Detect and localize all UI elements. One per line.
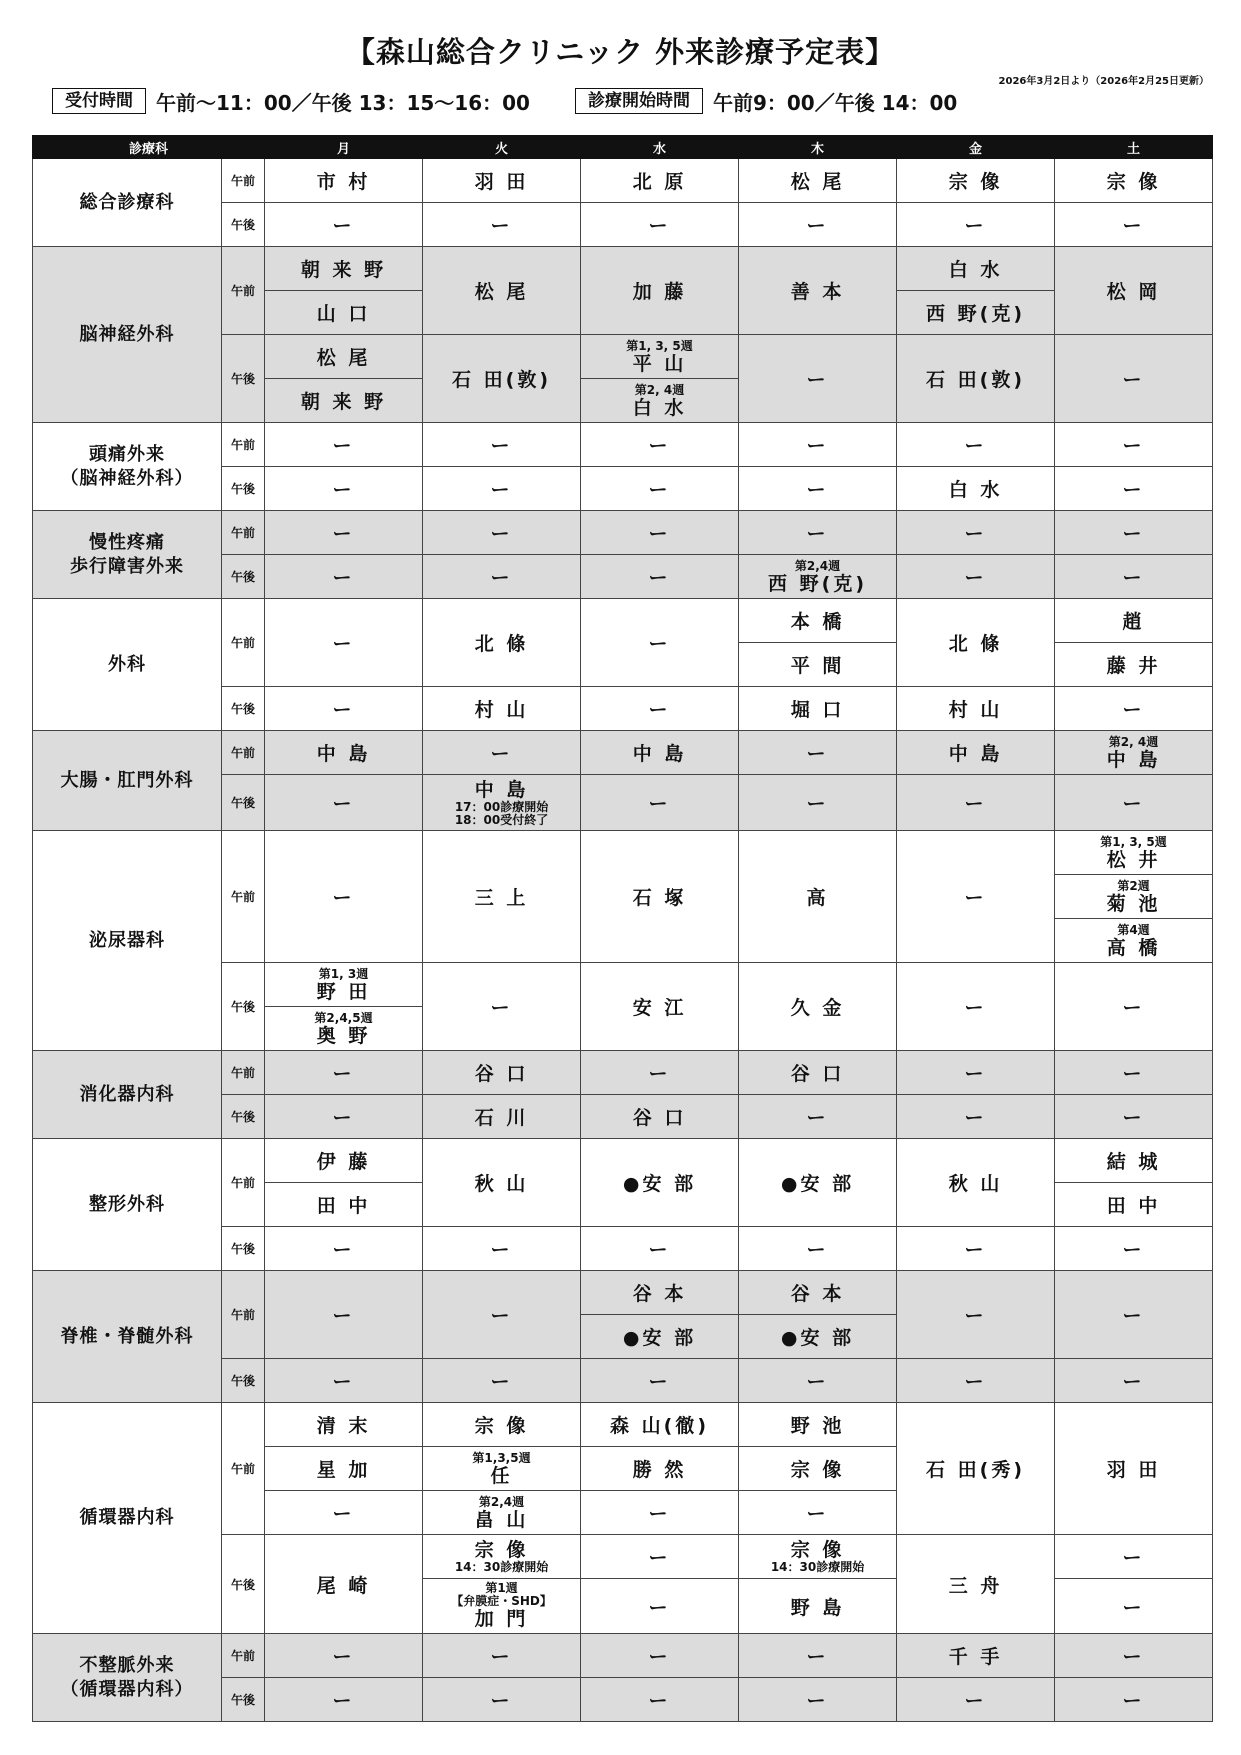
cell: 宗 像	[1055, 159, 1213, 203]
cell: ー	[739, 731, 897, 775]
doctor-name: 奥 野	[316, 1024, 371, 1047]
cell: ー	[423, 203, 581, 247]
cell: ー	[581, 1634, 739, 1678]
cell: 藤 井	[1055, 643, 1213, 687]
cell: ー	[1055, 1634, 1213, 1678]
cell: 清 末	[265, 1403, 423, 1447]
cell: 朝 来 野	[265, 379, 423, 423]
cell: ー	[897, 203, 1055, 247]
cell: ー	[423, 511, 581, 555]
cell: 北 條	[897, 599, 1055, 687]
header-fri: 金	[897, 136, 1055, 159]
half-pm: 午後	[222, 1359, 265, 1403]
cell: ー	[897, 963, 1055, 1051]
cell: 宗 像	[739, 1447, 897, 1491]
doctor-name: 平 山	[632, 352, 687, 375]
header-thu: 木	[739, 136, 897, 159]
half-pm: 午後	[222, 1095, 265, 1139]
half-pm: 午後	[222, 1227, 265, 1271]
dept-line: 頭痛外来	[89, 443, 165, 465]
cell: 結 城	[1055, 1139, 1213, 1183]
cell: 谷 口	[423, 1051, 581, 1095]
doctor-name: 西 野(克)	[768, 572, 867, 595]
table-row	[33, 599, 1213, 643]
dept-headache	[33, 423, 222, 511]
start-label: 診療開始時間	[575, 88, 703, 114]
cell: 平 間	[739, 643, 897, 687]
cell: ー	[423, 1678, 581, 1722]
cell: ー	[581, 775, 739, 831]
cell: ●安 部	[739, 1315, 897, 1359]
cell: 羽 田	[423, 159, 581, 203]
cell	[265, 1007, 423, 1051]
cell: ー	[897, 511, 1055, 555]
cell: ー	[739, 1678, 897, 1722]
dept-surgery: 外科	[33, 599, 222, 731]
cell: 秋 山	[897, 1139, 1055, 1227]
cell: ー	[423, 1359, 581, 1403]
half-pm: 午後	[222, 335, 265, 423]
half-pm: 午後	[222, 963, 265, 1051]
cell: 高	[739, 831, 897, 963]
cell: ー	[581, 203, 739, 247]
week-note: 第1, 3, 5週	[1100, 834, 1167, 849]
cell	[1055, 919, 1213, 963]
dept-general: 総合診療科	[33, 159, 222, 247]
cell	[423, 1447, 581, 1491]
cell: ー	[1055, 555, 1213, 599]
half-am: 午前	[222, 731, 265, 775]
cell: 三 上	[423, 831, 581, 963]
cell: ー	[739, 1634, 897, 1678]
cell	[1055, 831, 1213, 875]
week-note: 第4週	[1117, 922, 1150, 937]
cell: 西 野(克)	[897, 291, 1055, 335]
cell: 本 橋	[739, 599, 897, 643]
half-am: 午前	[222, 599, 265, 687]
doctor-name: 白 水	[632, 396, 687, 419]
doctor-name: 宗 像	[790, 1539, 845, 1561]
dept-spine: 脊椎・脊髄外科	[33, 1271, 222, 1403]
half-am: 午前	[222, 1271, 265, 1359]
cell: ー	[265, 599, 423, 687]
half-pm: 午後	[222, 203, 265, 247]
cell: ー	[581, 1051, 739, 1095]
week-note: 第2, 4週	[634, 382, 685, 397]
week-note: 第2, 4週	[1108, 734, 1159, 749]
cell: ー	[739, 1227, 897, 1271]
effective-date: 2026年3月2日より（2026年2月25日更新）	[998, 76, 1209, 87]
half-am: 午前	[222, 1634, 265, 1678]
doctor-name: 中 島	[474, 778, 529, 801]
doctor-name: 菊 池	[1106, 892, 1161, 915]
cell: 中 島	[265, 731, 423, 775]
cell: 松 岡	[1055, 247, 1213, 335]
cell: ー	[581, 1227, 739, 1271]
cell: ー	[265, 423, 423, 467]
cell: 三 舟	[897, 1535, 1055, 1634]
cell: 宗 像	[423, 1403, 581, 1447]
cell: 谷 本	[739, 1271, 897, 1315]
week-note: 第2,4週	[794, 558, 841, 573]
cell: ー	[1055, 467, 1213, 511]
cell: 伊 藤	[265, 1139, 423, 1183]
cell: 善 本	[739, 247, 897, 335]
cell: 石 田(敦)	[423, 335, 581, 423]
cell: 田 中	[265, 1183, 423, 1227]
cell: ー	[581, 1359, 739, 1403]
cell: ー	[897, 775, 1055, 831]
cell: 尾 崎	[265, 1535, 423, 1634]
cell: 趙	[1055, 599, 1213, 643]
cell: ー	[265, 1051, 423, 1095]
doctor-name: 任	[490, 1464, 513, 1487]
doctor-name: 高 橋	[1106, 936, 1161, 959]
dept-gastro: 消化器内科	[33, 1051, 222, 1139]
cell: ー	[1055, 1051, 1213, 1095]
cell: 中 島	[581, 731, 739, 775]
cell: 田 中	[1055, 1183, 1213, 1227]
reception-label: 受付時間	[52, 88, 146, 114]
table-row	[33, 247, 1213, 291]
dept-neuro: 脳神経外科	[33, 247, 222, 423]
cell: 松 尾	[739, 159, 897, 203]
cell: 白 水	[897, 247, 1055, 291]
cell: ー	[581, 687, 739, 731]
reception-value: 午前～11：00／午後 13：15～16：00	[156, 90, 530, 115]
cell: ー	[581, 511, 739, 555]
cell: 羽 田	[1055, 1403, 1213, 1535]
cell	[1055, 875, 1213, 919]
table-row	[33, 831, 1213, 875]
cell: ー	[581, 1678, 739, 1722]
dept-line: （脳神経外科）	[60, 467, 194, 489]
cell: 星 加	[265, 1447, 423, 1491]
cell: 北 原	[581, 159, 739, 203]
cell: ー	[897, 831, 1055, 963]
page-title: 【森山総合クリニック 外来診療予定表】	[345, 35, 896, 69]
doctor-name: 松 井	[1106, 848, 1161, 871]
hours-bar	[52, 86, 957, 116]
cell	[1055, 731, 1213, 775]
cell: ー	[1055, 423, 1213, 467]
cell	[265, 963, 423, 1007]
half-pm: 午後	[222, 775, 265, 831]
time-note: 17：00診療開始	[454, 799, 549, 814]
cell: ー	[423, 1634, 581, 1678]
cell: 谷 口	[581, 1095, 739, 1139]
cell	[423, 1579, 581, 1634]
cell: ー	[897, 1678, 1055, 1722]
cell: ー	[265, 1678, 423, 1722]
cell: ー	[581, 423, 739, 467]
dept-urology: 泌尿器科	[33, 831, 222, 1051]
cell: 石 田(秀)	[897, 1403, 1055, 1535]
cell: ー	[1055, 963, 1213, 1051]
cell: ー	[265, 467, 423, 511]
cell: ー	[739, 203, 897, 247]
cell: ー	[897, 1051, 1055, 1095]
table-row	[33, 1634, 1213, 1678]
cell	[423, 1535, 581, 1579]
cell: 松 尾	[423, 247, 581, 335]
cell: ー	[265, 1634, 423, 1678]
cell: 谷 本	[581, 1271, 739, 1315]
half-pm: 午後	[222, 687, 265, 731]
cell: 村 山	[897, 687, 1055, 731]
cell: 石 塚	[581, 831, 739, 963]
cell: ●安 部	[581, 1139, 739, 1227]
half-am: 午前	[222, 1139, 265, 1227]
table-row	[33, 1051, 1213, 1095]
cell: ー	[581, 599, 739, 687]
half-am: 午前	[222, 1051, 265, 1095]
cell: ー	[1055, 1227, 1213, 1271]
week-note: 第2週	[1117, 878, 1150, 893]
header-tue: 火	[423, 136, 581, 159]
cell: ー	[1055, 203, 1213, 247]
week-note: 第1, 3, 5週	[626, 338, 693, 353]
cell: ー	[897, 1095, 1055, 1139]
cell: 白 水	[897, 467, 1055, 511]
cell: ー	[423, 731, 581, 775]
cell: ー	[265, 511, 423, 555]
cell: ー	[265, 555, 423, 599]
cell: 村 山	[423, 687, 581, 731]
dept-ortho: 整形外科	[33, 1139, 222, 1271]
cell: 市 村	[265, 159, 423, 203]
cell: ー	[897, 423, 1055, 467]
cell: ー	[265, 1095, 423, 1139]
half-am: 午前	[222, 423, 265, 467]
cell: ●安 部	[581, 1315, 739, 1359]
cell: ー	[423, 1227, 581, 1271]
cell: ー	[1055, 1095, 1213, 1139]
cell: ー	[1055, 1271, 1213, 1359]
half-pm: 午後	[222, 555, 265, 599]
cell: 松 尾	[265, 335, 423, 379]
cell: ー	[897, 555, 1055, 599]
cell: ー	[423, 467, 581, 511]
cell: ー	[897, 1359, 1055, 1403]
cell: ー	[423, 555, 581, 599]
cell: 野 島	[739, 1579, 897, 1634]
cell: ー	[265, 831, 423, 963]
table-row	[33, 731, 1213, 775]
cell: 石 田(敦)	[897, 335, 1055, 423]
week-note: 第1, 3週	[318, 966, 369, 981]
cell: 山 口	[265, 291, 423, 335]
half-am: 午前	[222, 159, 265, 203]
cell: ー	[1055, 1678, 1213, 1722]
cell: 久 金	[739, 963, 897, 1051]
cell: 朝 来 野	[265, 247, 423, 291]
cell	[739, 555, 897, 599]
cell	[581, 379, 739, 423]
cell: ー	[1055, 1359, 1213, 1403]
cell: 谷 口	[739, 1051, 897, 1095]
dept-line: 慢性疼痛	[89, 531, 165, 553]
half-am: 午前	[222, 511, 265, 555]
cell: ー	[423, 423, 581, 467]
table-row	[33, 1139, 1213, 1183]
cell: ー	[581, 555, 739, 599]
header-sat: 土	[1055, 136, 1213, 159]
cell: ー	[1055, 335, 1213, 423]
table-row	[33, 159, 1213, 203]
cell: 宗 像	[897, 159, 1055, 203]
header-mon: 月	[265, 136, 423, 159]
cell: ー	[1055, 1535, 1213, 1579]
cell: ー	[265, 1491, 423, 1535]
cell: 秋 山	[423, 1139, 581, 1227]
specialty-note: 【弁膜症・SHD】	[451, 1594, 552, 1608]
table-row	[33, 511, 1213, 555]
dept-pain	[33, 511, 222, 599]
cell: ー	[739, 335, 897, 423]
half-pm: 午後	[222, 1535, 265, 1634]
cell: ー	[739, 423, 897, 467]
time-note: 14：30診療開始	[454, 1560, 549, 1574]
cell: ー	[265, 1227, 423, 1271]
cell: ー	[265, 775, 423, 831]
half-pm: 午後	[222, 1678, 265, 1722]
dept-line: 不整脈外来	[79, 1654, 175, 1676]
header-dept: 診療科	[33, 136, 265, 159]
cell: ー	[423, 1271, 581, 1359]
table-row	[33, 423, 1213, 467]
cell: ー	[739, 1491, 897, 1535]
cell: ー	[265, 687, 423, 731]
dept-line: 歩行障害外来	[70, 555, 184, 577]
cell: 勝 然	[581, 1447, 739, 1491]
dept-colorectal: 大腸・肛門外科	[33, 731, 222, 831]
cell: ー	[581, 1579, 739, 1634]
cell: ー	[897, 1271, 1055, 1359]
cell: 中 島	[897, 731, 1055, 775]
cell: ー	[581, 467, 739, 511]
cell: ー	[739, 1095, 897, 1139]
cell: 北 條	[423, 599, 581, 687]
cell	[423, 1491, 581, 1535]
cell: 石 川	[423, 1095, 581, 1139]
cell: ●安 部	[739, 1139, 897, 1227]
header-wed: 水	[581, 136, 739, 159]
cell: ー	[581, 1535, 739, 1579]
time-note: 18：00受付終了	[454, 812, 549, 827]
cell: 加 藤	[581, 247, 739, 335]
half-pm: 午後	[222, 467, 265, 511]
cell	[581, 335, 739, 379]
cell: ー	[265, 1359, 423, 1403]
cell	[739, 1535, 897, 1579]
cell: ー	[265, 1271, 423, 1359]
week-note: 第1週	[485, 1581, 518, 1595]
half-am: 午前	[222, 831, 265, 963]
cell: ー	[423, 963, 581, 1051]
cell: ー	[739, 511, 897, 555]
table-row	[33, 1271, 1213, 1315]
time-note: 14：30診療開始	[770, 1560, 865, 1574]
schedule-table	[32, 135, 1213, 1722]
cell: 安 江	[581, 963, 739, 1051]
cell: ー	[1055, 511, 1213, 555]
cell	[423, 775, 581, 831]
doctor-name: 宗 像	[474, 1539, 529, 1561]
dept-cardio: 循環器内科	[33, 1403, 222, 1634]
dept-line: （循環器内科）	[60, 1678, 194, 1700]
table-row	[33, 1403, 1213, 1447]
cell: ー	[265, 203, 423, 247]
doctor-name: 加 門	[474, 1608, 529, 1630]
dept-arrhythmia	[33, 1634, 222, 1722]
cell: ー	[897, 1227, 1055, 1271]
week-note: 第2,4週	[478, 1494, 525, 1509]
table-header-row	[33, 136, 1213, 159]
cell: ー	[739, 775, 897, 831]
cell: ー	[581, 1491, 739, 1535]
cell: ー	[1055, 687, 1213, 731]
doctor-name: 中 島	[1106, 748, 1161, 771]
doctor-name: 畠 山	[474, 1508, 529, 1531]
cell: 森 山(徹)	[581, 1403, 739, 1447]
cell: ー	[1055, 775, 1213, 831]
cell: 堀 口	[739, 687, 897, 731]
cell: ー	[739, 1359, 897, 1403]
week-note: 第1,3,5週	[472, 1450, 531, 1465]
doctor-name: 野 田	[316, 980, 371, 1003]
half-am: 午前	[222, 247, 265, 335]
cell: 千 手	[897, 1634, 1055, 1678]
week-note: 第2,4,5週	[314, 1010, 373, 1025]
half-am: 午前	[222, 1403, 265, 1535]
start-value: 午前9：00／午後 14：00	[712, 90, 958, 115]
cell: 野 池	[739, 1403, 897, 1447]
cell: ー	[739, 467, 897, 511]
cell: ー	[1055, 1579, 1213, 1634]
